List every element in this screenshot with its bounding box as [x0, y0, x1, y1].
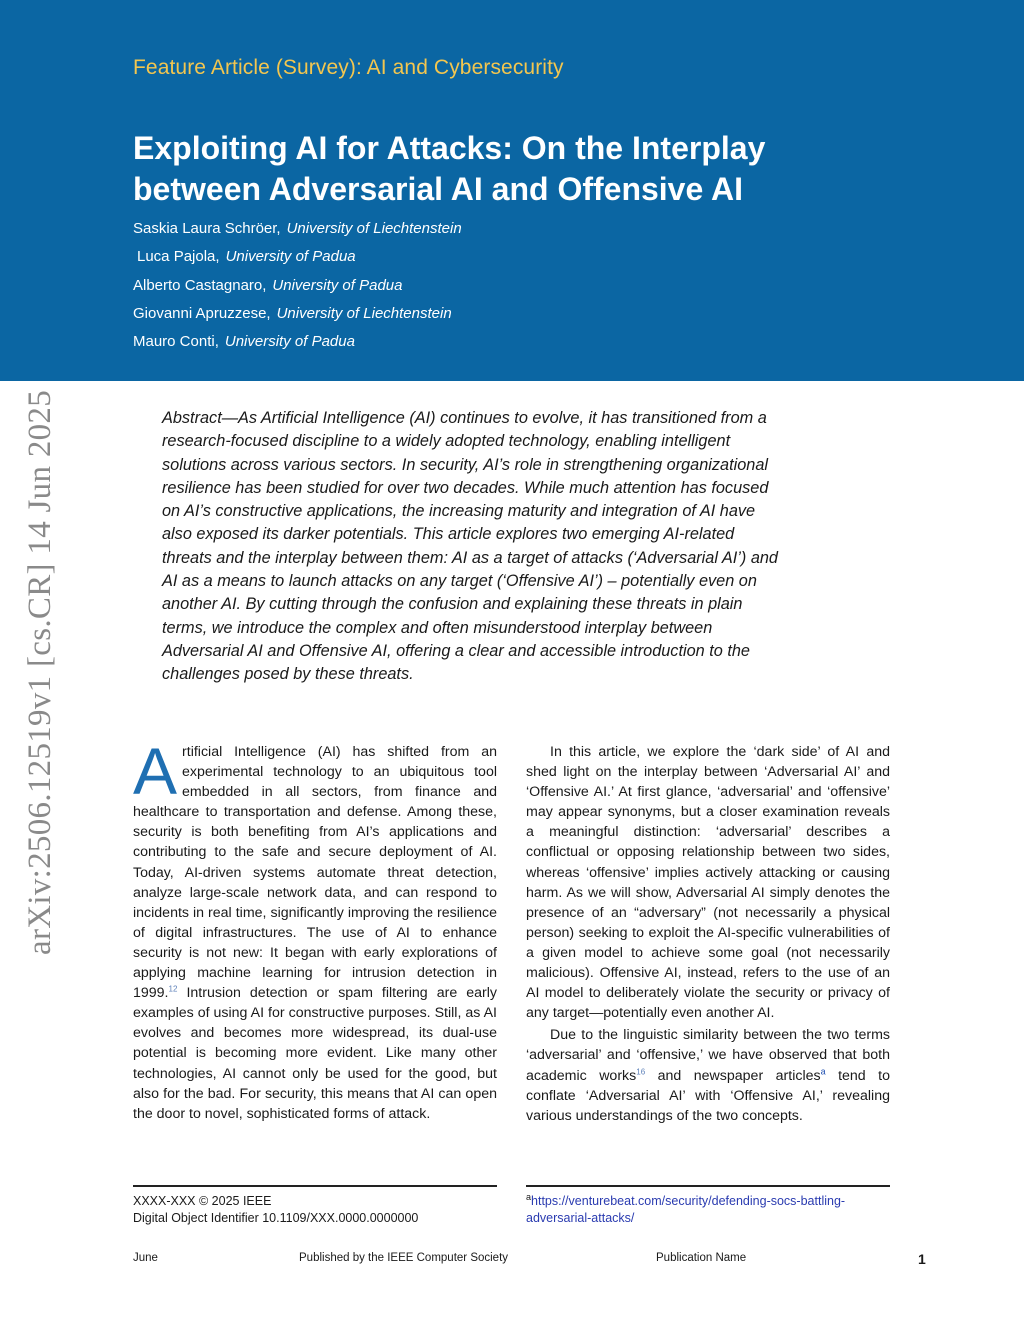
- body-column-right: [526, 742, 890, 1126]
- author-affiliation: University of Liechtenstein: [286, 220, 462, 237]
- abstract-label: Abstract—: [162, 409, 239, 427]
- feature-label: Feature Article (Survey): AI and Cybersecurity: [133, 56, 564, 79]
- author-entry: [133, 276, 462, 304]
- citation-link[interactable]: 12: [168, 984, 178, 994]
- author-name: Alberto Castagnaro,: [133, 276, 267, 294]
- footnote-url-link[interactable]: https://venturebeat.com/security/defending-socs-battling-adversarial-attacks/: [526, 1194, 846, 1225]
- footer-publication-name: Publication Name: [656, 1252, 747, 1264]
- page-number: 1: [918, 1251, 926, 1267]
- copyright-block: [133, 1193, 418, 1227]
- arxiv-identifier: arXiv:2506.12519v1 [cs.CR] 14 Jun 2025: [22, 389, 58, 955]
- author-entry: [133, 247, 462, 275]
- author-name: Mauro Conti,: [133, 333, 219, 351]
- paragraph-text: tend to conflate ‘Adversarial AI’ with ‘Offensive AI,’ revealing various understandings of the two concepts.: [526, 1067, 890, 1124]
- footnote-divider: [133, 1185, 497, 1187]
- abstract-text: As Artificial Intelligence (AI) continues to evolve, it has transitioned from a research-focused discipline to a widely adopted technology, enabling intelligent solutions across various sectors. In security, AI’s role in strengthening organizational resilience has been studied for over two decades. While much attention has focused on AI’s constructive applications, the increasing maturity and integration of AI have also exposed its darker potentials. This article explores two emerging AI-related threats and the interplay between them: AI as a target of attacks (‘Adversarial AI’) and AI as a means to launch attacks on any target (‘Offensive AI’) – potentially even on another AI. By cutting through the confusion and explaining these threats in plain terms, we introduce the complex and often misunderstood interplay between Adversarial AI and Offensive AI, offering a clear and accessible introduction to the challenges posed by these threats.: [162, 409, 778, 684]
- author-name: Saskia Laura Schröer,: [133, 220, 281, 237]
- author-affiliation: University of Padua: [225, 248, 356, 266]
- body-column-left: [133, 734, 497, 1124]
- footer-month: June: [133, 1252, 158, 1264]
- author-entry: [133, 219, 462, 247]
- author-entry: [133, 304, 462, 332]
- doi-line: Digital Object Identifier 10.1109/XXX.0000.0000000: [133, 1211, 419, 1225]
- citation-link[interactable]: 16: [636, 1066, 646, 1076]
- article-title: Exploiting AI for Attacks: On the Interplay between Adversarial AI and Offensive AI: [133, 130, 766, 207]
- footnote: [526, 1193, 896, 1227]
- drop-cap: A: [133, 734, 178, 808]
- paragraph: In this article, we explore the ‘dark side’ of AI and shed light on the interplay between ‘Adversarial AI’ and ‘Offensive AI.’ At first glance, ‘adversarial’ and ‘offensive’ may appear synonyms, but a closer examination reveals a meaningful distinction: ‘adversarial’ describes a conflictual or opposing relationship between two sides, whereas ‘offensive’ implies actively attacking or causing harm. As we will show, Adversarial AI simply denotes the presence of an “adversary” (not necessarily a physical person) seeking to exploit the AI-specific vulnerabilities of a given model to achieve some goal (not necessarily malicious). Offensive AI, instead, refers to the use of an AI model to deliberately violate the security or privacy of any target—potentially even another AI.: [526, 744, 890, 1022]
- author-entry: [133, 332, 462, 360]
- paragraph-text: and newspaper articles: [645, 1067, 821, 1084]
- paragraph-text: rtificial Intelligence (AI) has shifted from an experimental technology to an ubiquitous tool embedded in all sectors, from finance and healthcare to transportation and defense. Among these, security is both benefiting from AI’s applications and contributing to the safe and secure deployment of AI. Today, AI-driven systems automate threat detection, analyze large-scale network data, and can respond to incidents in real time, significantly improving the resilience of digital infrastructures. The use of AI to enhance security is not new: It began with early explorations of applying machine learning for intrusion detection in 1999.: [133, 744, 497, 1002]
- paragraph-text: Intrusion detection or spam filtering are early examples of using AI for constructive purposes. Still, as AI evolves and becomes more widespread, its dual-use potential is becoming more evident. Like many other technologies, AI cannot only be used for the good, but also for the bad. For security, this means that AI can open the door to novel, sophisticated forms of attack.: [133, 985, 497, 1122]
- footer-publisher: Published by the IEEE Computer Society: [299, 1252, 509, 1264]
- footnote-marker: a: [526, 1191, 532, 1202]
- paragraph: [133, 734, 497, 1124]
- author-name: Giovanni Apruzzese,: [133, 304, 271, 322]
- author-affiliation: University of Padua: [272, 276, 403, 294]
- paragraph-text: Due to the linguistic similarity between the two terms ‘adversarial’ and ‘offensive,’ we have observed that both academic works: [526, 1027, 890, 1084]
- footnote-divider: [526, 1185, 890, 1187]
- paragraph: [526, 1025, 890, 1125]
- author-affiliation: University of Padua: [224, 333, 355, 351]
- author-name: Luca Pajola,: [137, 248, 220, 266]
- author-list: [133, 219, 462, 360]
- copyright-line: XXXX-XXX © 2025 IEEE: [133, 1194, 272, 1208]
- footnote-marker[interactable]: a: [820, 1065, 826, 1076]
- author-affiliation: University of Liechtenstein: [276, 304, 452, 322]
- abstract: [162, 407, 780, 687]
